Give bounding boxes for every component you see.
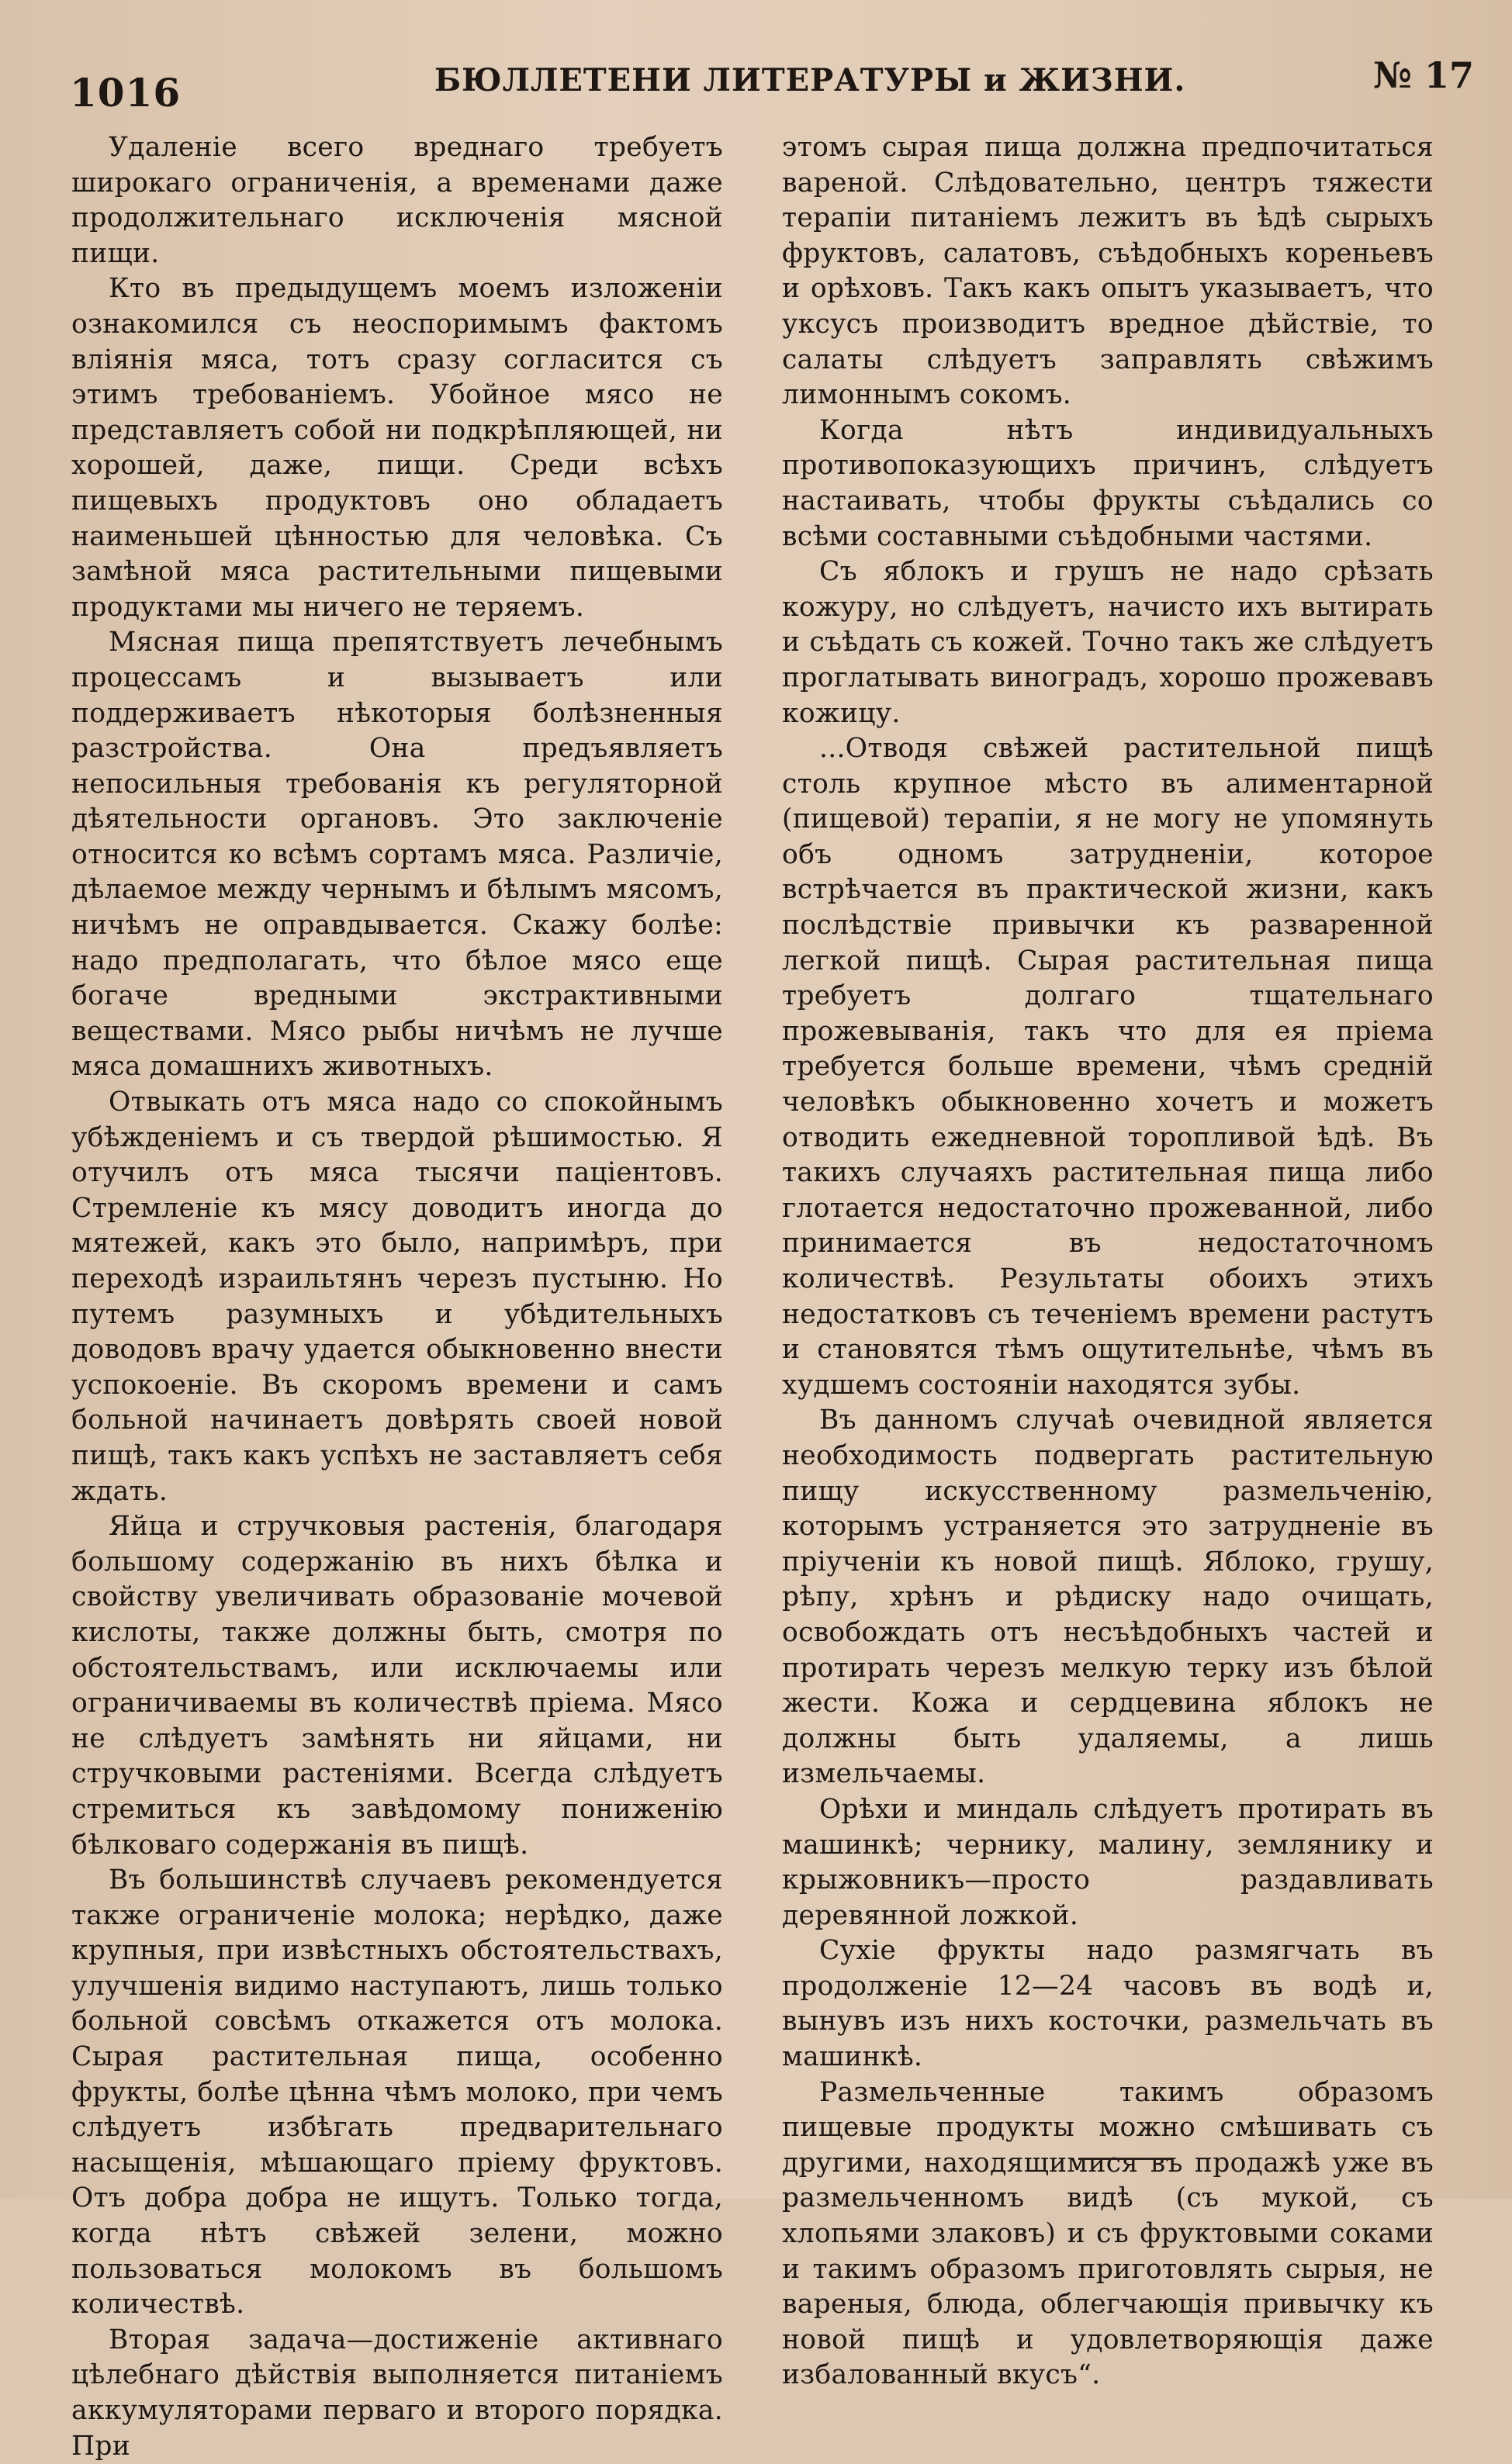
paragraph: Мясная пища препятствуетъ лечебнымъ процессамъ и вызываетъ или поддерживаетъ нѣкоторыя болѣзненныя разстройства. Она предъявляетъ непосильныя требованія къ регуляторной дѣятельности органовъ. Это заключеніе относится ко всѣмъ сортамъ мяса. Различіе, дѣлаемое между чернымъ и бѣлымъ мясомъ, ничѣмъ не оправдывается. Скажу болѣе: надо предполагать, что бѣлое мясо еще богаче вредными экстрактивными веществами. Мясо рыбы ничѣмъ не лучше мяса домашнихъ животныхъ. (71, 627, 723, 1083)
paragraph: Въ данномъ случаѣ очевидной является необходимость подвергать растительную пищу искусственному размельченію, которымъ устраняется это затрудненіе въ пріученіи къ новой пищѣ. Яблоко, грушу, рѣпу, хрѣнъ и рѣдиску надо очищать, освобождать отъ несъѣдобныхъ частей и протирать черезъ мелкую терку изъ бѣлой жести. Кожа и сердцевина яблокъ не должны быть удаляемы, а лишь измельчаемы. (782, 1405, 1434, 1790)
issue-number: № 17 (1373, 54, 1475, 96)
paragraph-continued: этомъ сырая пища должна предпочитаться вареной. Слѣдовательно, центръ тяжести терапіи питаніемъ лежитъ въ ѣдѣ сырыхъ фруктовъ, салатовъ, съѣдобныхъ кореньевъ и орѣховъ. Такъ какъ опытъ указываетъ, что уксусъ производитъ вредное дѣйствіе, то салаты слѣдуетъ заправлять свѣжимъ лимоннымъ сокомъ. (782, 132, 1434, 411)
paragraph: Въ большинствѣ случаевъ рекомендуется также ограниченіе молока; нерѣдко, даже крупныя, при извѣстныхъ обстоятельствахъ, улучшенія видимо наступаютъ, лишь только больной совсѣмъ откажется отъ молока. Сырая растительная пища, особенно фрукты, болѣе цѣнна чѣмъ молоко, при чемъ слѣдуетъ избѣгать предварительнаго насыщенія, мѣшающаго пріему фруктовъ. Отъ добра добра не ищутъ. Только тогда, когда нѣтъ свѣжей зелени, можно пользоваться молокомъ въ большомъ количествѣ. (71, 1864, 723, 2321)
page-number: 1016 (70, 70, 182, 116)
paragraph: ...Отводя свѣжей растительной пищѣ столь крупное мѣсто въ алиментарной (пищевой) терапіи, я не могу не упомянуть объ одномъ затрудненіи, которое встрѣчается въ практической жизни, какъ послѣдствіе привычки къ разваренной легкой пищѣ. Сырая растительная пища требуетъ долгаго тщательнаго прожевыванія, такъ что для ея пріема требуется больше времени, чѣмъ средній человѣкъ обыкновенно хочетъ и можетъ отводить ежедневной торопливой ѣдѣ. Въ такихъ случаяхъ растительная пища либо глотается недостаточно прожеванной, либо принимается въ недостаточномъ количествѣ. Результаты обоихъ этихъ недостатковъ съ теченіемъ времени растутъ и становятся тѣмъ ощутительнѣе, чѣмъ въ худшемъ состояніи находятся зубы. (782, 733, 1434, 1401)
running-title: БЮЛЛЕТЕНИ ЛИТЕРАТУРЫ и ЖИЗНИ. (434, 62, 1186, 98)
paragraph: Вторая задача—достиженіе активнаго цѣлебнаго дѣйствія выполняется питаніемъ аккумуляторами перваго и второго порядка. При (71, 2324, 723, 2462)
paragraph: Кто въ предыдущемъ моемъ изложеніи ознакомился съ неоспоримымъ фактомъ вліянія мяса, тотъ сразу согласится съ этимъ требованіемъ. Убойное мясо не представляетъ собой ни подкрѣпляющей, ни хорошей, даже, пищи. Среди всѣхъ пищевыхъ продуктовъ оно обладаетъ наименьшей цѣнностью для человѣка. Съ замѣной мяса растительными пищевыми продуктами мы ничего не теряемъ. (71, 273, 723, 623)
paragraph: Отвыкать отъ мяса надо со спокойнымъ убѣжденіемъ и съ твердой рѣшимостью. Я отучилъ отъ мяса тысячи паціентовъ. Стремленіе къ мясу доводитъ иногда до мятежей, какъ это было, напримѣръ, при переходѣ израильтянъ черезъ пустыню. Но путемъ разумныхъ и убѣдительныхъ доводовъ врачу удается обыкновенно внести успокоеніе. Въ скоромъ времени и самъ больной начинаетъ довѣрять своей новой пищѣ, такъ какъ успѣхъ не заставляетъ себя ждать. (71, 1087, 723, 1507)
paragraph: Когда нѣтъ индивидуальныхъ противопоказующихъ причинъ, слѣдуетъ настаивать, чтобы фрукты съѣдались со всѣми составными съѣдобными частями. (782, 414, 1434, 552)
paragraph: Размельченные такимъ образомъ пищевые продукты можно смѣшивать съ другими, находящимися въ продажѣ уже въ размельченномъ видѣ (съ мукой, съ хлопьями злаковъ) и съ фруктовыми соками и такимъ образомъ приготовлять сырыя, не вареныя, блюда, облегчающія привычку къ новой пищѣ и удовлетворяющія даже избалованный вкусъ“. (782, 2076, 1434, 2391)
right-column (782, 130, 1434, 2391)
paragraph: Сухіе фрукты надо размягчать въ продолженіе 12—24 часовъ въ водѣ и, вынувъ изъ нихъ косточки, размельчать въ машинкѣ. (782, 1935, 1434, 2073)
paragraph: Орѣхи и миндаль слѣдуетъ протирать въ машинкѣ; чернику, малину, землянику и крыжовникъ—просто раздавливать деревянной ложкой. (782, 1793, 1434, 1931)
end-of-article-rule (1078, 2158, 1171, 2160)
page-header (0, 47, 1512, 132)
paragraph: Удаленіе всего вреднаго требуетъ широкаго ограниченія, а временами даже продолжительнаго исключенія мясной пищи. (71, 132, 723, 269)
left-column (71, 130, 723, 2462)
paragraph: Яйца и стручковыя растенія, благодаря большому содержанію въ нихъ бѣлка и свойству увеличивать образованіе мочевой кислоты, также должны быть, смотря по обстоятельствамъ, или исключаемы или ограничиваемы въ количествѣ пріема. Мясо не слѣдуетъ замѣнять ни яйцами, ни стручковыми растеніями. Всегда слѣдуетъ стремиться къ завѣдомому пониженію бѣлковаго содержанія въ пищѣ. (71, 1511, 723, 1861)
paragraph: Съ яблокъ и грушъ не надо срѣзать кожуру, но слѣдуетъ, начисто ихъ вытирать и съѣдать съ кожей. Точно такъ же слѣдуетъ проглатывать виноградъ, хорошо прожевавъ кожицу. (782, 556, 1434, 729)
